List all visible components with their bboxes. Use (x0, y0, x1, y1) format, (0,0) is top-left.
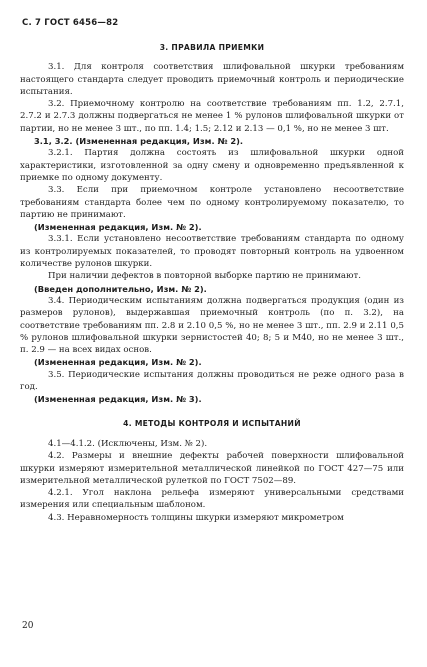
document-body (20, 40, 404, 524)
section-title-test-methods: 4. МЕТОДЫ КОНТРОЛЯ И ИСПЫТАНИЙ (123, 418, 301, 428)
page-number: 20 (22, 621, 34, 631)
paragraph: 3.2.1. Партия должна состоять из шлифовальной шкурки одной характеристики, изготовленной за одну смену и одновременно предъявленной к приемке по одному документу. (20, 148, 404, 183)
amendment-note: (Измененная редакция, Изм. № 2). (34, 222, 202, 233)
amendment-note: (Измененная редакция, Изм. № 3). (34, 394, 202, 405)
paragraph: 3.5. Периодические испытания должны проводиться не реже одного раза в год. (20, 369, 404, 393)
amendment-note: (Введен дополнительно, Изм. № 2). (34, 283, 207, 294)
paragraph: 4.3. Неравномерность толщины шкурки измеряют микрометром (48, 512, 344, 523)
page-header: С. 7 ГОСТ 6456—82 (22, 18, 119, 28)
paragraph: При наличии дефектов в повторной выборке партию не принимают. (48, 271, 362, 282)
paragraph: 4.2.1. Угол наклона рельефа измеряют универсальными средствами измерения или специальным шаблоном. (20, 488, 404, 511)
paragraph: 3.3.1. Если установлено несоответствие требованиям стандарта по одному из контролируемых показателей, то проводят повторный контроль на удвоенном количестве рулонов шкурки. (20, 234, 404, 270)
paragraph: 4.2. Размеры и внешние дефекты рабочей поверхности шлифовальной шкурки измеряют измерительной металлической линейкой по ГОСТ 427—75 или измерительной металлической рулеткой по ГОСТ 7502—89. (20, 451, 404, 486)
paragraph: 3.1. Для контроля соответствия шлифовальной шкурки требованиям настоящего стандарта следует проводить приемочный контроль и периодические испытания. (20, 62, 404, 97)
amendment-note: (Измененная редакция, Изм. № 2). (34, 357, 202, 368)
paragraph: 3.3. Если при приемочном контроле установлено несоответствие требованиям стандарта более чем по одному контролируемому показателю, то партию не принимают. (20, 185, 404, 220)
paragraph: 4.1—4.1.2. (Исключены, Изм. № 2). (48, 438, 208, 449)
amendment-note: 3.1, 3.2. (Измененная редакция, Изм. № 2). (34, 136, 244, 147)
section-title-acceptance-rules: 3. ПРАВИЛА ПРИЕМКИ (159, 43, 265, 52)
paragraph: 3.2. Приемочному контролю на соответствие требованиям пп. 1.2, 2.7.1, 2.7.2 и 2.7.3 должны подвергаться не менее 1 % рулонов шлифовальной шкурки от партии, но не менее 3 шт., по пп. 1.4; 1.5; 2.12 и 2.13 — 0,1 %, но не менее 3 шт. (20, 99, 404, 134)
paragraph: 3.4. Периодическим испытаниям должна подвергаться продукция (один из размеров рулонов), выдержавшая приемочный контроль (по п. 3.2), на соответствие требованиям пп. 2.8 и 2.10 0,5 %, но не менее 3 шт., пп. 2.9 и 2.11 0,5 % рулонов шлифовальной шкурки зернистостей 40; 8; 5 и М40, но не менее 3 шт., п. 2.9 — на всех видах основ. (20, 295, 404, 356)
